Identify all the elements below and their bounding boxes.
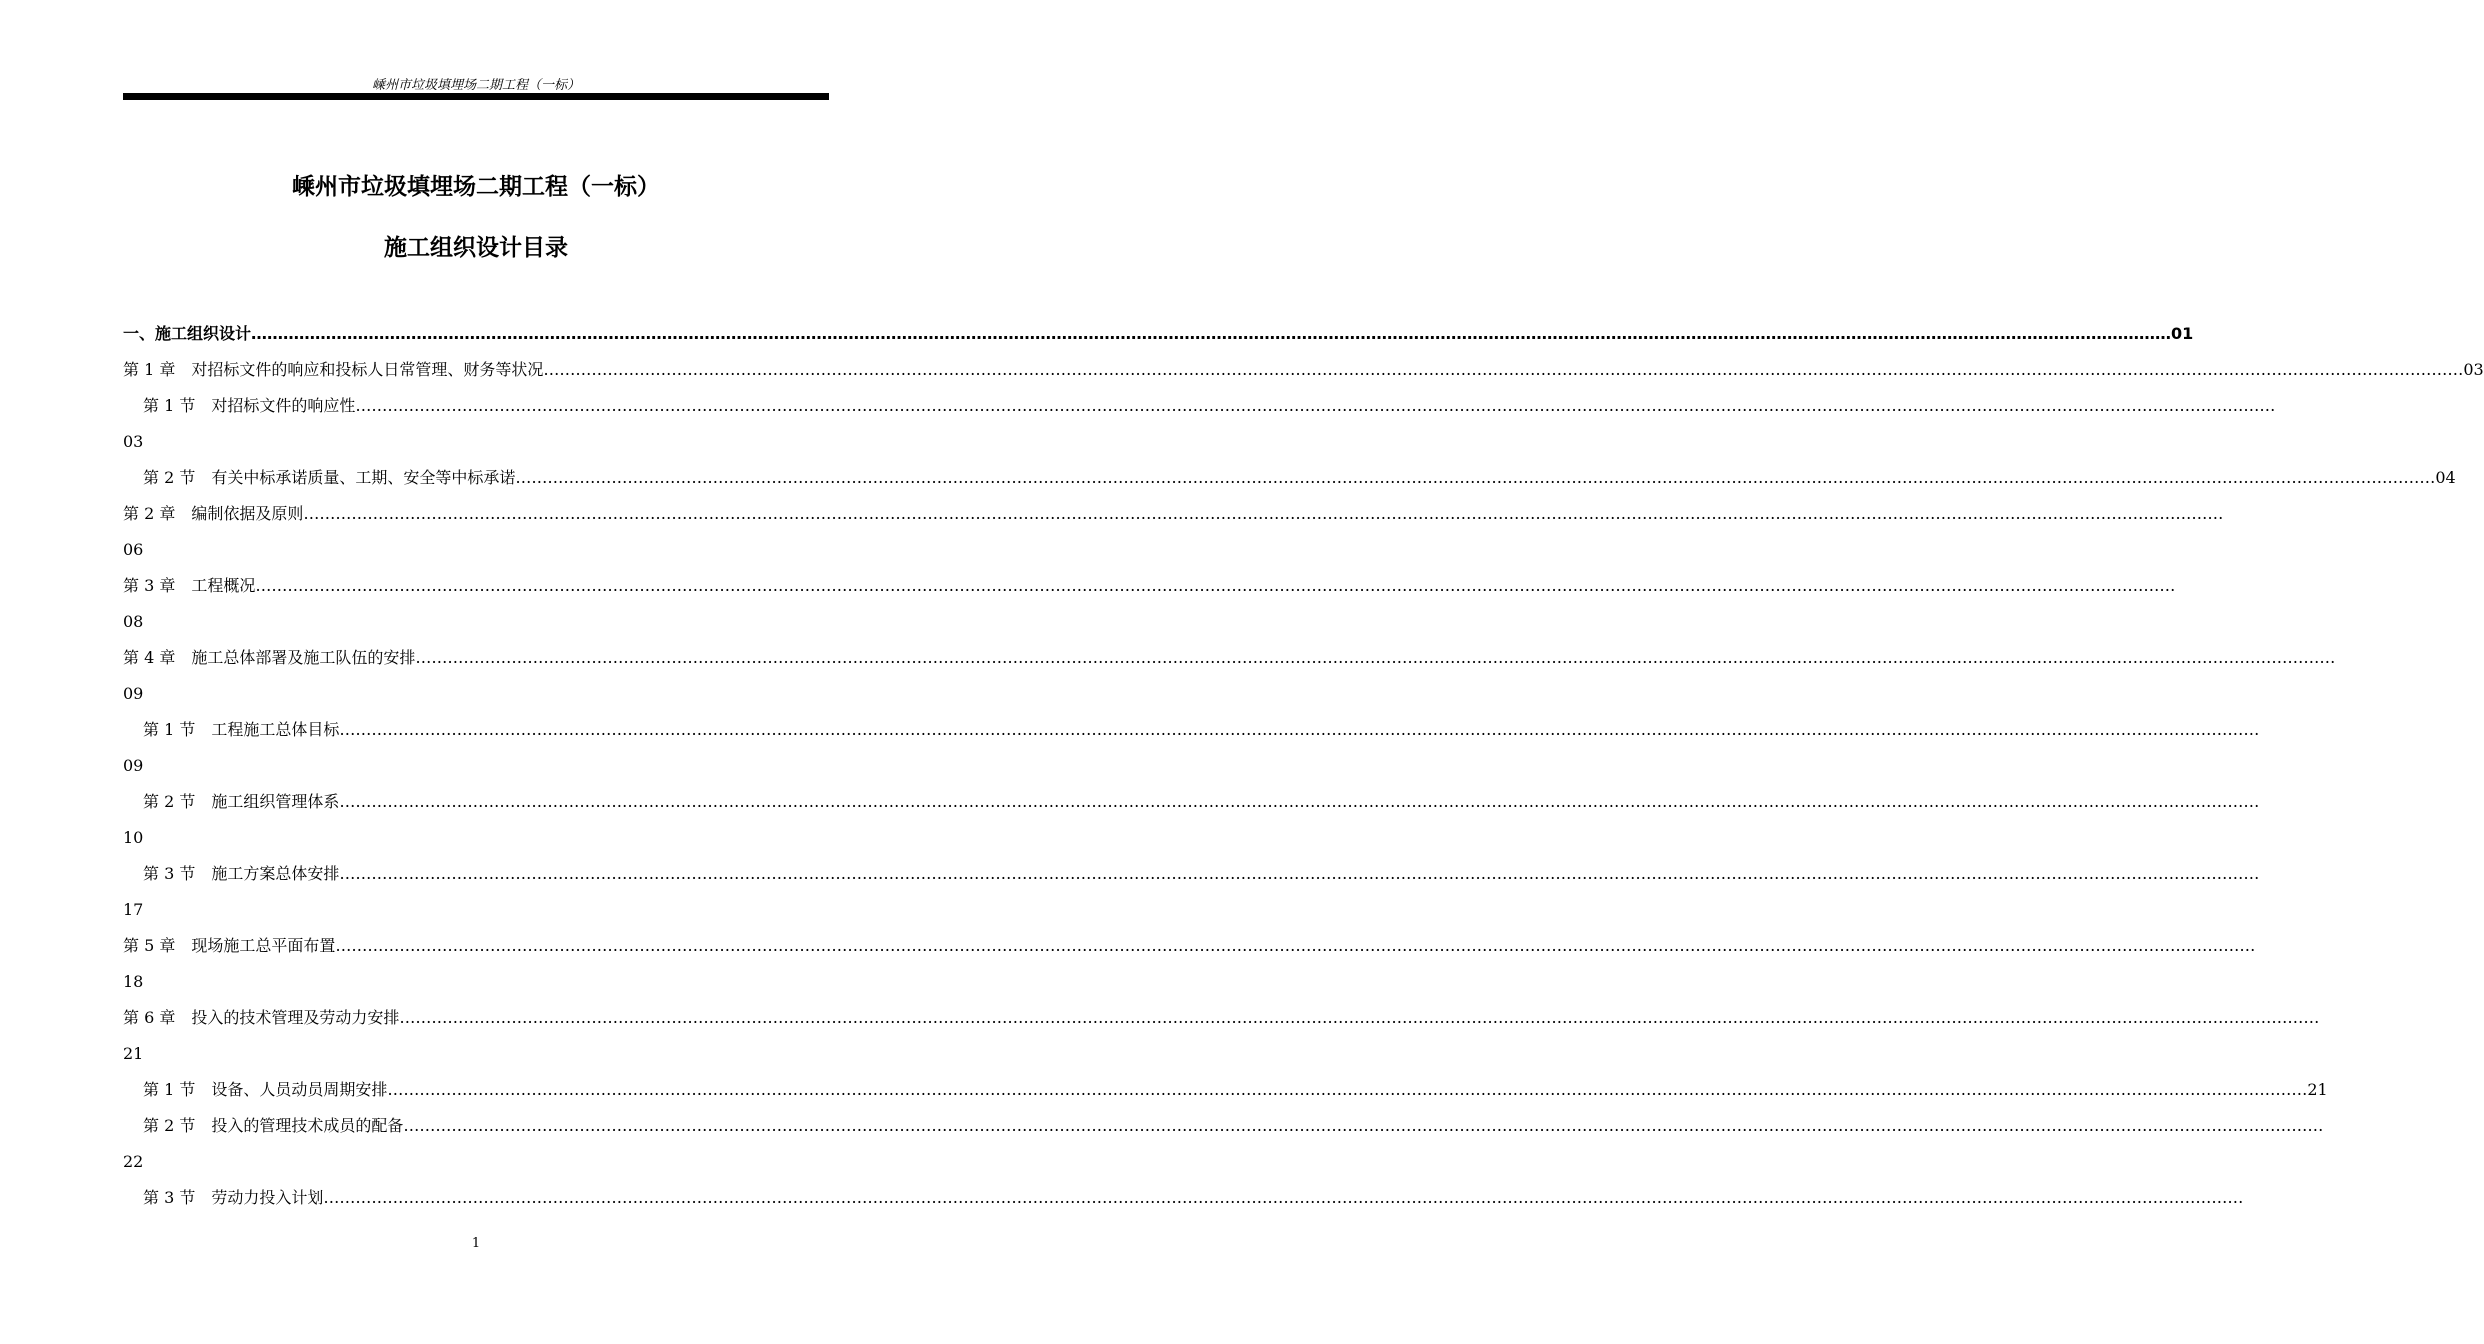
toc-entry[interactable] <box>123 1072 2328 1108</box>
toc-leader-dots: ……………………………………………………………………………………………………………………………………………………………………………………………………………………………………………………………………………………………………………………………… <box>387 1080 2308 1099</box>
toc-entry-label: 第 2 节 投入的管理技术成员的配备 <box>143 1116 404 1135</box>
toc-entry[interactable] <box>123 928 2256 964</box>
toc-entry-page: 03 <box>123 432 144 451</box>
running-header: 嵊州市垃圾填埋场二期工程（一标） <box>371 78 580 93</box>
toc-leader-dots: ……………………………………………………………………………………………………………………………………………………………………………………………………………………………………………………………………………………………………………………………… <box>255 576 2176 595</box>
toc-entry-page: 06 <box>123 540 144 559</box>
toc-entry-label: 一、施工组织设计 <box>123 324 252 343</box>
toc-leader-dots: ……………………………………………………………………………………………………………………………………………………………………………………………………………………………………………………………………………………………………………………………… <box>323 1188 2244 1207</box>
toc-entry-page: 01 <box>2171 324 2194 343</box>
toc-entry-label: 第 1 章 对招标文件的响应和投标人日常管理、财务等状况 <box>123 360 544 379</box>
page-number: 1 <box>471 1236 481 1251</box>
toc-entry[interactable] <box>123 352 2484 388</box>
toc-entry[interactable] <box>123 460 2456 496</box>
toc-entry-label: 第 6 章 投入的技术管理及劳动力安排 <box>123 1008 400 1027</box>
toc-entry-label: 第 5 章 现场施工总平面布置 <box>123 936 336 955</box>
toc-entry-page: 09 <box>123 684 144 703</box>
toc-leader-dots: ……………………………………………………………………………………………………………………………………………………………………………………………………………………………………………………………………………………………………………………………… <box>355 396 2276 415</box>
toc-entry-page: 08 <box>123 612 144 631</box>
table-of-contents <box>123 316 2484 1216</box>
toc-entry-page: 10 <box>123 828 144 847</box>
toc-leader-dots: ……………………………………………………………………………………………………………………………………………………………………………………………………………………………………………………………………………………………………………………………… <box>339 864 2260 883</box>
toc-entry-label: 第 1 节 对招标文件的响应性 <box>143 396 356 415</box>
toc-entry-page: 18 <box>123 972 144 991</box>
toc-entry[interactable] <box>123 1108 2324 1144</box>
document-subtitle: 施工组织设计目录 <box>384 235 568 261</box>
toc-entry-page: 21 <box>2307 1080 2328 1099</box>
toc-entry-page: 21 <box>123 1044 144 1063</box>
toc-entry[interactable] <box>123 388 2276 424</box>
toc-entry-label: 第 4 章 施工总体部署及施工队伍的安排 <box>123 648 416 667</box>
toc-entry-page: 17 <box>123 900 144 919</box>
toc-entry-label: 第 3 节 施工方案总体安排 <box>143 864 340 883</box>
toc-leader-dots: ……………………………………………………………………………………………………………………………………………………………………………………………………………………………………………………………………………………………………………………………… <box>515 468 2436 487</box>
toc-leader-dots: ……………………………………………………………………………………………………………………………………………………………………………………………………………………………………………………………………………………………………………………………… <box>251 324 2172 343</box>
toc-entry-page: 04 <box>2435 468 2456 487</box>
toc-entry-label: 第 3 节 劳动力投入计划 <box>143 1188 324 1207</box>
toc-entry[interactable] <box>123 640 2336 676</box>
toc-entry[interactable] <box>123 1000 2320 1036</box>
toc-entry[interactable] <box>123 316 2194 352</box>
toc-entry-page: 09 <box>123 756 144 775</box>
toc-leader-dots: ……………………………………………………………………………………………………………………………………………………………………………………………………………………………………………………………………………………………………………………………… <box>415 648 2336 667</box>
toc-entry-page: 03 <box>2463 360 2484 379</box>
header-rule <box>123 93 829 100</box>
toc-entry[interactable] <box>123 712 2260 748</box>
toc-entry-page: 22 <box>123 1152 144 1171</box>
toc-leader-dots: ……………………………………………………………………………………………………………………………………………………………………………………………………………………………………………………………………………………………………………………………… <box>543 360 2464 379</box>
toc-leader-dots: ……………………………………………………………………………………………………………………………………………………………………………………………………………………………………………………………………………………………………………………………… <box>403 1116 2324 1135</box>
toc-entry-label: 第 3 章 工程概况 <box>123 576 256 595</box>
toc-leader-dots: ……………………………………………………………………………………………………………………………………………………………………………………………………………………………………………………………………………………………………………………………… <box>399 1008 2320 1027</box>
toc-entry-label: 第 1 节 设备、人员动员周期安排 <box>143 1080 388 1099</box>
toc-entry-label: 第 2 节 有关中标承诺质量、工期、安全等中标承诺 <box>143 468 516 487</box>
document-title: 嵊州市垃圾填埋场二期工程（一标） <box>292 174 660 200</box>
toc-entry[interactable] <box>123 784 2260 820</box>
toc-leader-dots: ……………………………………………………………………………………………………………………………………………………………………………………………………………………………………………………………………………………………………………………………… <box>303 504 2224 523</box>
toc-leader-dots: ……………………………………………………………………………………………………………………………………………………………………………………………………………………………………………………………………………………………………………………………… <box>339 792 2260 811</box>
toc-entry-label: 第 2 节 施工组织管理体系 <box>143 792 340 811</box>
toc-entry[interactable] <box>123 1180 2244 1216</box>
toc-entry[interactable] <box>123 568 2176 604</box>
toc-leader-dots: ……………………………………………………………………………………………………………………………………………………………………………………………………………………………………………………………………………………………………………………………… <box>339 720 2260 739</box>
toc-entry-label: 第 2 章 编制依据及原则 <box>123 504 304 523</box>
toc-leader-dots: ……………………………………………………………………………………………………………………………………………………………………………………………………………………………………………………………………………………………………………………………… <box>335 936 2256 955</box>
toc-entry[interactable] <box>123 496 2224 532</box>
toc-entry-label: 第 1 节 工程施工总体目标 <box>143 720 340 739</box>
toc-entry[interactable] <box>123 856 2260 892</box>
